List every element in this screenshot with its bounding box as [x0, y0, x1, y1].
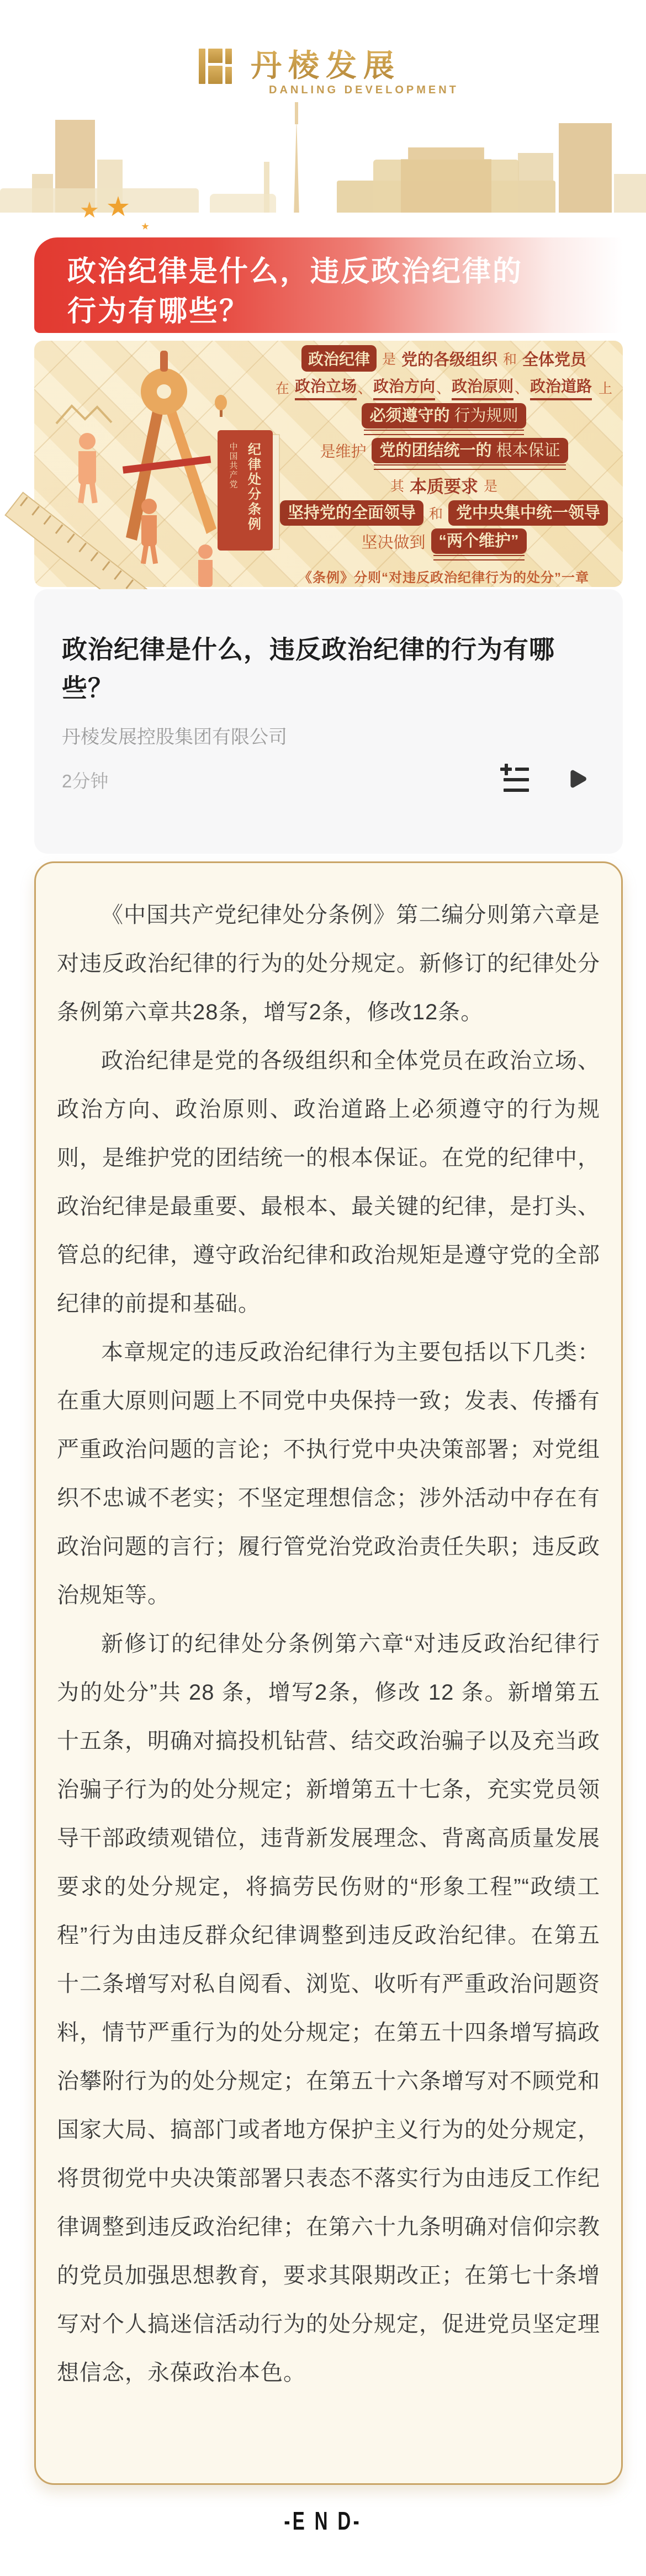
info-text: 上	[599, 380, 613, 396]
headline-banner	[34, 237, 623, 333]
article-body-card	[34, 861, 623, 2485]
info-text: 在	[275, 380, 289, 396]
info-term: 党的各级组织	[401, 351, 497, 369]
add-to-playlist-icon[interactable]	[500, 765, 529, 795]
info-text: 是	[382, 352, 396, 367]
article-paragraph: 《中国共产党纪律处分条例》第二编分则第六章是对违反政治纪律的行为的处分规定。新修订的纪律处分条例第六章共28条，增写2条，修改12条。	[57, 903, 600, 1024]
info-box-leadership: 坚持党的全面领导	[280, 500, 423, 526]
article-title: 政治纪律是什么，违反政治纪律的行为有哪些？	[62, 635, 555, 702]
info-separator: 、	[357, 380, 372, 396]
discipline-infographic	[34, 341, 623, 587]
read-time: 2分钟	[62, 770, 109, 791]
city-skyline-illustration	[0, 119, 646, 213]
info-underlined-term: 政治方向	[373, 374, 435, 400]
info-term: 全体党员	[522, 351, 587, 369]
play-audio-icon[interactable]	[563, 765, 589, 794]
infographic-text	[273, 345, 615, 608]
info-underlined-term: 政治原则	[452, 374, 513, 400]
info-underlined-term: 政治道路	[530, 374, 592, 400]
info-text: 和	[428, 506, 443, 522]
info-note-line1: 《条例》分则“对违反政治纪律行为的处分”一章	[299, 570, 589, 585]
article-paragraph: 政治纪律是党的各级组织和全体党员在政治立场、政治方向、政治原则、政治道路上必须遵守的行为规则，是维护党的团结统一的根本保证。在党的纪律中，政治纪律是最重要、最根本、最关键的纪律，是打头、管总的纪律，遵守政治纪律和政治规矩是遵守党的全部纪律的前提和基础。	[57, 1049, 600, 1316]
info-separator: 、	[515, 380, 529, 396]
banner-title-line2: 行为有哪些？	[67, 295, 250, 327]
info-text: 是	[484, 478, 498, 494]
info-text: 是维护	[320, 443, 367, 460]
brand-name: 丹棱发展	[251, 49, 401, 83]
banner-title-line1: 政治纪律是什么，违反政治纪律的	[67, 256, 523, 288]
brand-header	[199, 49, 401, 84]
article-paragraph: 本章规定的违反政治纪律行为主要包括以下几类：在重大原则问题上不同党中央保持一致；发表、传播有严重政治问题的言论；不执行党中央决策部署；对党组织不忠诚不老实；不坚定理想信念；涉外活动中存在有政治问题的言行；履行管党治党政治责任失职；违反政治规矩等。	[57, 1340, 600, 1607]
star-icon-small	[141, 223, 149, 230]
article-author: 丹棱发展控股集团有限公司	[62, 727, 287, 748]
info-text: 坚决做到	[361, 533, 426, 552]
info-box-central-leadership: 党中央集中统一领导	[448, 500, 608, 526]
info-text: 其	[390, 478, 404, 494]
book-title-small: 中国共产党	[228, 442, 238, 489]
brand-name-en: DANLING DEVELOPMENT	[269, 84, 459, 96]
compass-book-people-illustration	[34, 341, 288, 587]
info-term: 本质要求	[410, 477, 478, 496]
end-marker: -E N D-	[284, 2506, 362, 2535]
info-box-rules: 必须遵守的 行为规则	[362, 403, 526, 429]
info-text: 和	[503, 352, 517, 367]
danling-logo-icon	[199, 49, 234, 84]
info-separator: 、	[436, 380, 451, 396]
badge-political-discipline: 政治纪律	[301, 345, 377, 372]
info-box-unity: 党的团结统一的 根本保证	[372, 438, 568, 463]
article-title-card	[34, 589, 623, 854]
info-box-two-upholds: “两个维护”	[431, 528, 527, 554]
article-paragraph: 新修订的纪律处分条例第六章“对违反政治纪律行为的处分”共 28 条，增写2条，修改 12 条。新增第五十五条，明确对搞投机钻营、结交政治骗子以及充当政治骗子行为的处分规定；新增第五十七条，充实党员领导干部政绩观错位，违背新发展理念、背离高质量发展要求的处分规定，将搞劳民伤财的“形象工程”“政绩工程”行为由违反群众纪律调整到违反政治纪律。在第五十二条增写对私自阅看、浏览、收听有严重政治问题资料，情节严重行为的处分规定；在第五十四条增写搞政治攀附行为的处分规定；在第五十六条增写对不顾党和国家大局、搞部门或者地方保护主义行为的处分规定，将贯彻党中央决策部署只表态不落实行为由违反工作纪律调整到违反政治纪律；在第六十九条明确对信仰宗教的党员加强思想教育，要求其限期改正；在第七十条增写对个人搞迷信活动行为的处分规定，促进党员坚定理想信念，永葆政治本色。	[57, 1632, 600, 2385]
info-underlined-term: 政治立场	[295, 374, 357, 400]
book-title-main: 纪律处分条例	[245, 442, 261, 532]
